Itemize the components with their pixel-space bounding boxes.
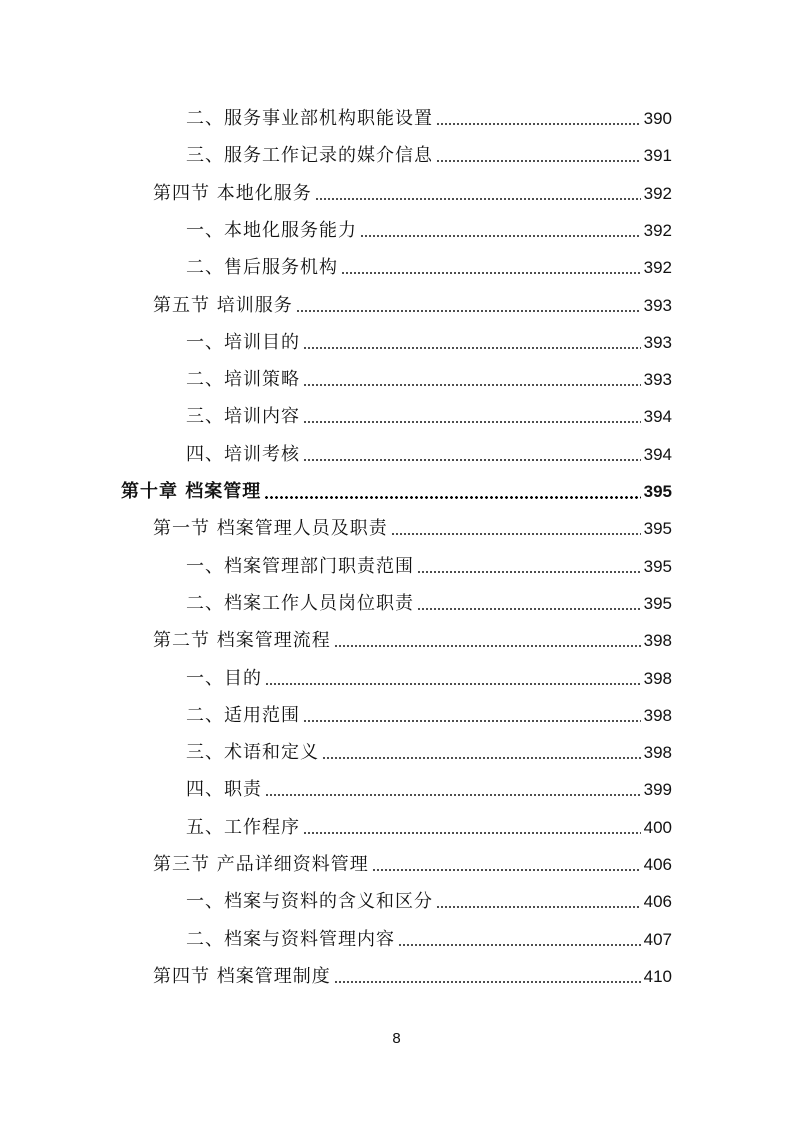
- toc-entry-page: 393: [643, 370, 672, 390]
- toc-dot-leader: [436, 905, 641, 909]
- toc-entry[interactable]: [186, 887, 672, 917]
- toc-entry-title: 四、培训考核: [186, 443, 300, 465]
- toc-entry[interactable]: [186, 365, 672, 395]
- toc-entry-page: 392: [643, 183, 672, 203]
- toc-dot-leader: [360, 234, 641, 238]
- toc-dot-leader: [303, 383, 641, 387]
- toc-entry-title: 一、档案与资料的含义和区分: [186, 891, 433, 913]
- toc-entry-page: 407: [643, 929, 672, 949]
- toc-dot-leader: [265, 793, 641, 797]
- toc-entry-title: 二、服务事业部机构职能设置: [186, 108, 433, 129]
- toc-entry-title: 第五节 培训服务: [153, 294, 293, 316]
- toc-entry-title: 二、适用范围: [186, 704, 300, 726]
- toc-entry[interactable]: [186, 104, 672, 134]
- toc-dot-leader: [303, 719, 641, 723]
- toc-dot-leader: [391, 532, 641, 536]
- toc-entry-page: 395: [643, 482, 672, 501]
- toc-entry-title: 二、售后服务机构: [186, 257, 338, 279]
- toc-entry-page: 398: [643, 668, 672, 688]
- toc-entry-title: 一、培训目的: [186, 331, 300, 353]
- toc-dot-leader: [322, 756, 641, 760]
- toc-entry[interactable]: [186, 664, 672, 694]
- toc-entry[interactable]: [153, 626, 672, 656]
- toc-entry[interactable]: [121, 477, 672, 507]
- toc-dot-leader: [398, 943, 641, 947]
- toc-entry-page: 393: [643, 332, 672, 352]
- toc-entry[interactable]: [153, 514, 672, 544]
- toc-dot-leader: [315, 197, 641, 201]
- toc-entry-title: 第四节 本地化服务: [153, 182, 312, 204]
- toc-entry-page: 391: [643, 146, 672, 166]
- toc-entry-title: 二、档案工作人员岗位职责: [186, 592, 414, 614]
- toc-entry[interactable]: [186, 589, 672, 619]
- toc-entry[interactable]: [153, 850, 672, 880]
- toc-entry-page: 406: [643, 892, 672, 912]
- toc-entry-title: 第一节 档案管理人员及职责: [153, 518, 388, 540]
- toc-entry[interactable]: [186, 775, 672, 805]
- toc-entry-page: 406: [643, 855, 672, 874]
- toc-entry-title: 三、培训内容: [186, 406, 300, 428]
- toc-dot-leader: [417, 607, 641, 611]
- toc-entry[interactable]: [186, 141, 672, 171]
- toc-dot-leader: [303, 346, 641, 350]
- toc-dot-leader: [296, 309, 641, 313]
- toc-dot-leader: [303, 420, 641, 424]
- toc-entry-page: 394: [643, 407, 672, 427]
- toc-entry[interactable]: [186, 216, 672, 246]
- toc-dot-leader: [264, 495, 640, 500]
- toc-dot-leader: [372, 868, 641, 872]
- toc-entry[interactable]: [186, 813, 672, 843]
- toc-dot-leader: [303, 831, 641, 835]
- toc-entry-title: 五、工作程序: [186, 816, 300, 838]
- toc-dot-leader: [303, 458, 641, 462]
- toc-dot-leader: [436, 122, 641, 126]
- page-number: 8: [392, 1030, 401, 1047]
- toc-entry-title: 一、本地化服务能力: [186, 219, 357, 241]
- toc-entry[interactable]: [186, 925, 672, 955]
- toc-dot-leader: [341, 271, 641, 275]
- toc-entry-page: 398: [643, 705, 672, 725]
- toc-entry[interactable]: [186, 328, 672, 358]
- toc-dot-leader: [334, 980, 641, 984]
- toc-entry[interactable]: [186, 552, 672, 582]
- toc-entry-page: 393: [643, 295, 672, 315]
- toc-entry-title: 第十章 档案管理: [121, 481, 262, 502]
- toc-entry-page: 392: [643, 258, 672, 278]
- toc-entry[interactable]: [186, 440, 672, 470]
- toc-entry[interactable]: [153, 962, 672, 992]
- toc-entry-title: 一、档案管理部门职责范围: [186, 555, 414, 577]
- toc-entry-title: 一、目的: [186, 667, 262, 689]
- toc-entry[interactable]: [153, 291, 672, 321]
- toc-entry[interactable]: [153, 179, 672, 209]
- toc-dot-leader: [417, 570, 641, 574]
- toc-entry-title: 二、档案与资料管理内容: [186, 928, 395, 950]
- toc-dot-leader: [436, 159, 641, 163]
- toc-entry-title: 三、服务工作记录的媒介信息: [186, 145, 433, 167]
- toc-entry-title: 第三节 产品详细资料管理: [153, 854, 369, 875]
- toc-entry[interactable]: [186, 738, 672, 768]
- toc-entry-title: 三、术语和定义: [186, 742, 319, 764]
- toc-entry-page: 400: [643, 817, 672, 837]
- toc-dot-leader: [334, 644, 641, 648]
- toc-entry-title: 四、职责: [186, 779, 262, 801]
- toc-entry-page: 398: [643, 631, 672, 651]
- toc-entry-title: 二、培训策略: [186, 369, 300, 391]
- toc-entry-title: 第二节 档案管理流程: [153, 630, 331, 652]
- toc-entry-page: 398: [643, 743, 672, 763]
- toc-entry[interactable]: [186, 402, 672, 432]
- toc-entry-page: 410: [643, 966, 672, 986]
- toc-entry-page: 395: [643, 519, 672, 539]
- toc-entry-title: 第四节 档案管理制度: [153, 965, 331, 987]
- toc-entry-page: 394: [643, 444, 672, 464]
- toc-entry[interactable]: [186, 253, 672, 283]
- toc-entry-page: 395: [643, 556, 672, 576]
- toc-entry[interactable]: [186, 701, 672, 731]
- toc-entry-page: 395: [643, 593, 672, 613]
- toc-dot-leader: [265, 682, 641, 686]
- toc-entry-page: 392: [643, 220, 672, 240]
- toc-entry-page: 390: [643, 109, 672, 128]
- toc-entry-page: 399: [643, 780, 672, 800]
